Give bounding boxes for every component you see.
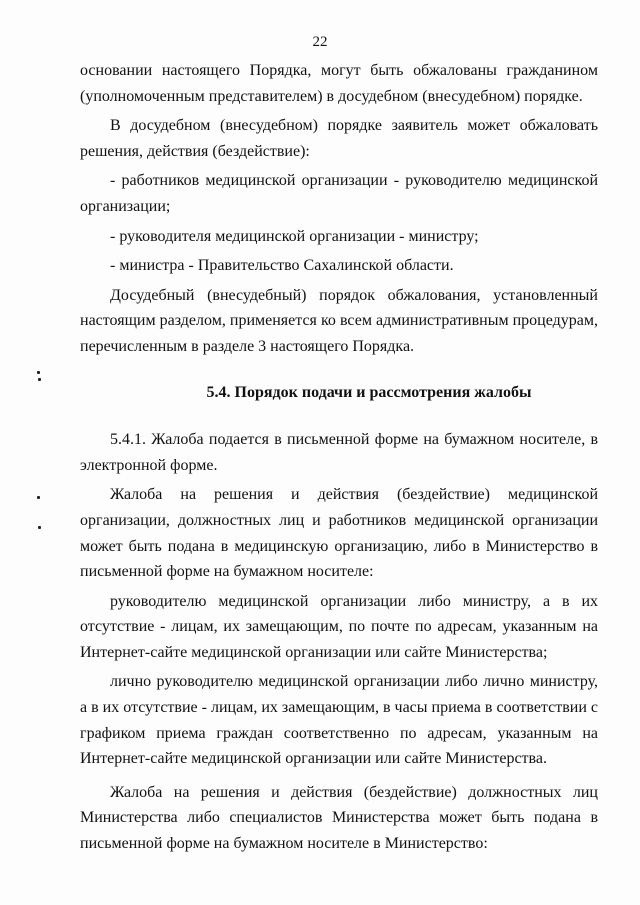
page-number: 22 — [312, 34, 328, 50]
scan-mark — [38, 378, 41, 381]
list-item-head: - руководителя медицинской организации - министру; — [110, 227, 479, 245]
paragraph-in-person: лично руководителю медицинской организации либо лично министру, а в их отсутствие - лицам, их замещающим, в часы приема в соответствии с графиком приема граждан соответственно по адресам, указанным на Интернет-сайте медицинской организации или сайте Министерства. — [80, 673, 598, 768]
document-body — [80, 58, 598, 857]
paragraph-complaint-ministry: Жалоба на решения и действия (бездействие) должностных лиц Министерства либо специалистов Министерства может быть подана в письменной форме на бумажном носителе в Министерство: — [80, 783, 598, 853]
scan-mark — [37, 496, 40, 499]
section-heading: 5.4. Порядок подачи и рассмотрения жалобы — [206, 383, 532, 401]
paragraph-by-mail: руководителю медицинской организации либо министру, а в их отсутствие - лицам, их замещающим, по почте по адресам, указанным на Интернет-сайте медицинской организации или сайте Министерства; — [80, 592, 598, 661]
scan-mark — [37, 371, 40, 374]
list-item-minister: - министра - Правительство Сахалинской области. — [110, 257, 454, 275]
scan-mark — [38, 526, 41, 529]
paragraph-pretrial-scope: Досудебный (внесудебный) порядок обжалования, установленный настоящим разделом, применяется ко всем административным процедурам, перечисленным в разделе 3 настоящего Порядка. — [80, 286, 598, 355]
paragraph-complaint-medical-org: Жалоба на решения и действия (бездействие) медицинской организации, должностных лиц и работников медицинской организации может быть подана в медицинскую организацию, либо в Министерство в письменной форме на бумажном носителе: — [80, 486, 598, 581]
list-item-workers: - работников медицинской организации - руководителю медицинской организации; — [80, 172, 598, 215]
paragraph-5-4-1: 5.4.1. Жалоба подается в письменной форме на бумажном носителе, в электронной форме. — [80, 431, 598, 474]
paragraph-continuation: основании настоящего Порядка, могут быть обжалованы гражданином (уполномоченным представителем) в досудебном (внесудебном) порядке. — [80, 62, 598, 105]
paragraph-appeal-intro: В досудебном (внесудебном) порядке заявитель может обжаловать решения, действия (бездействие): — [80, 117, 598, 160]
